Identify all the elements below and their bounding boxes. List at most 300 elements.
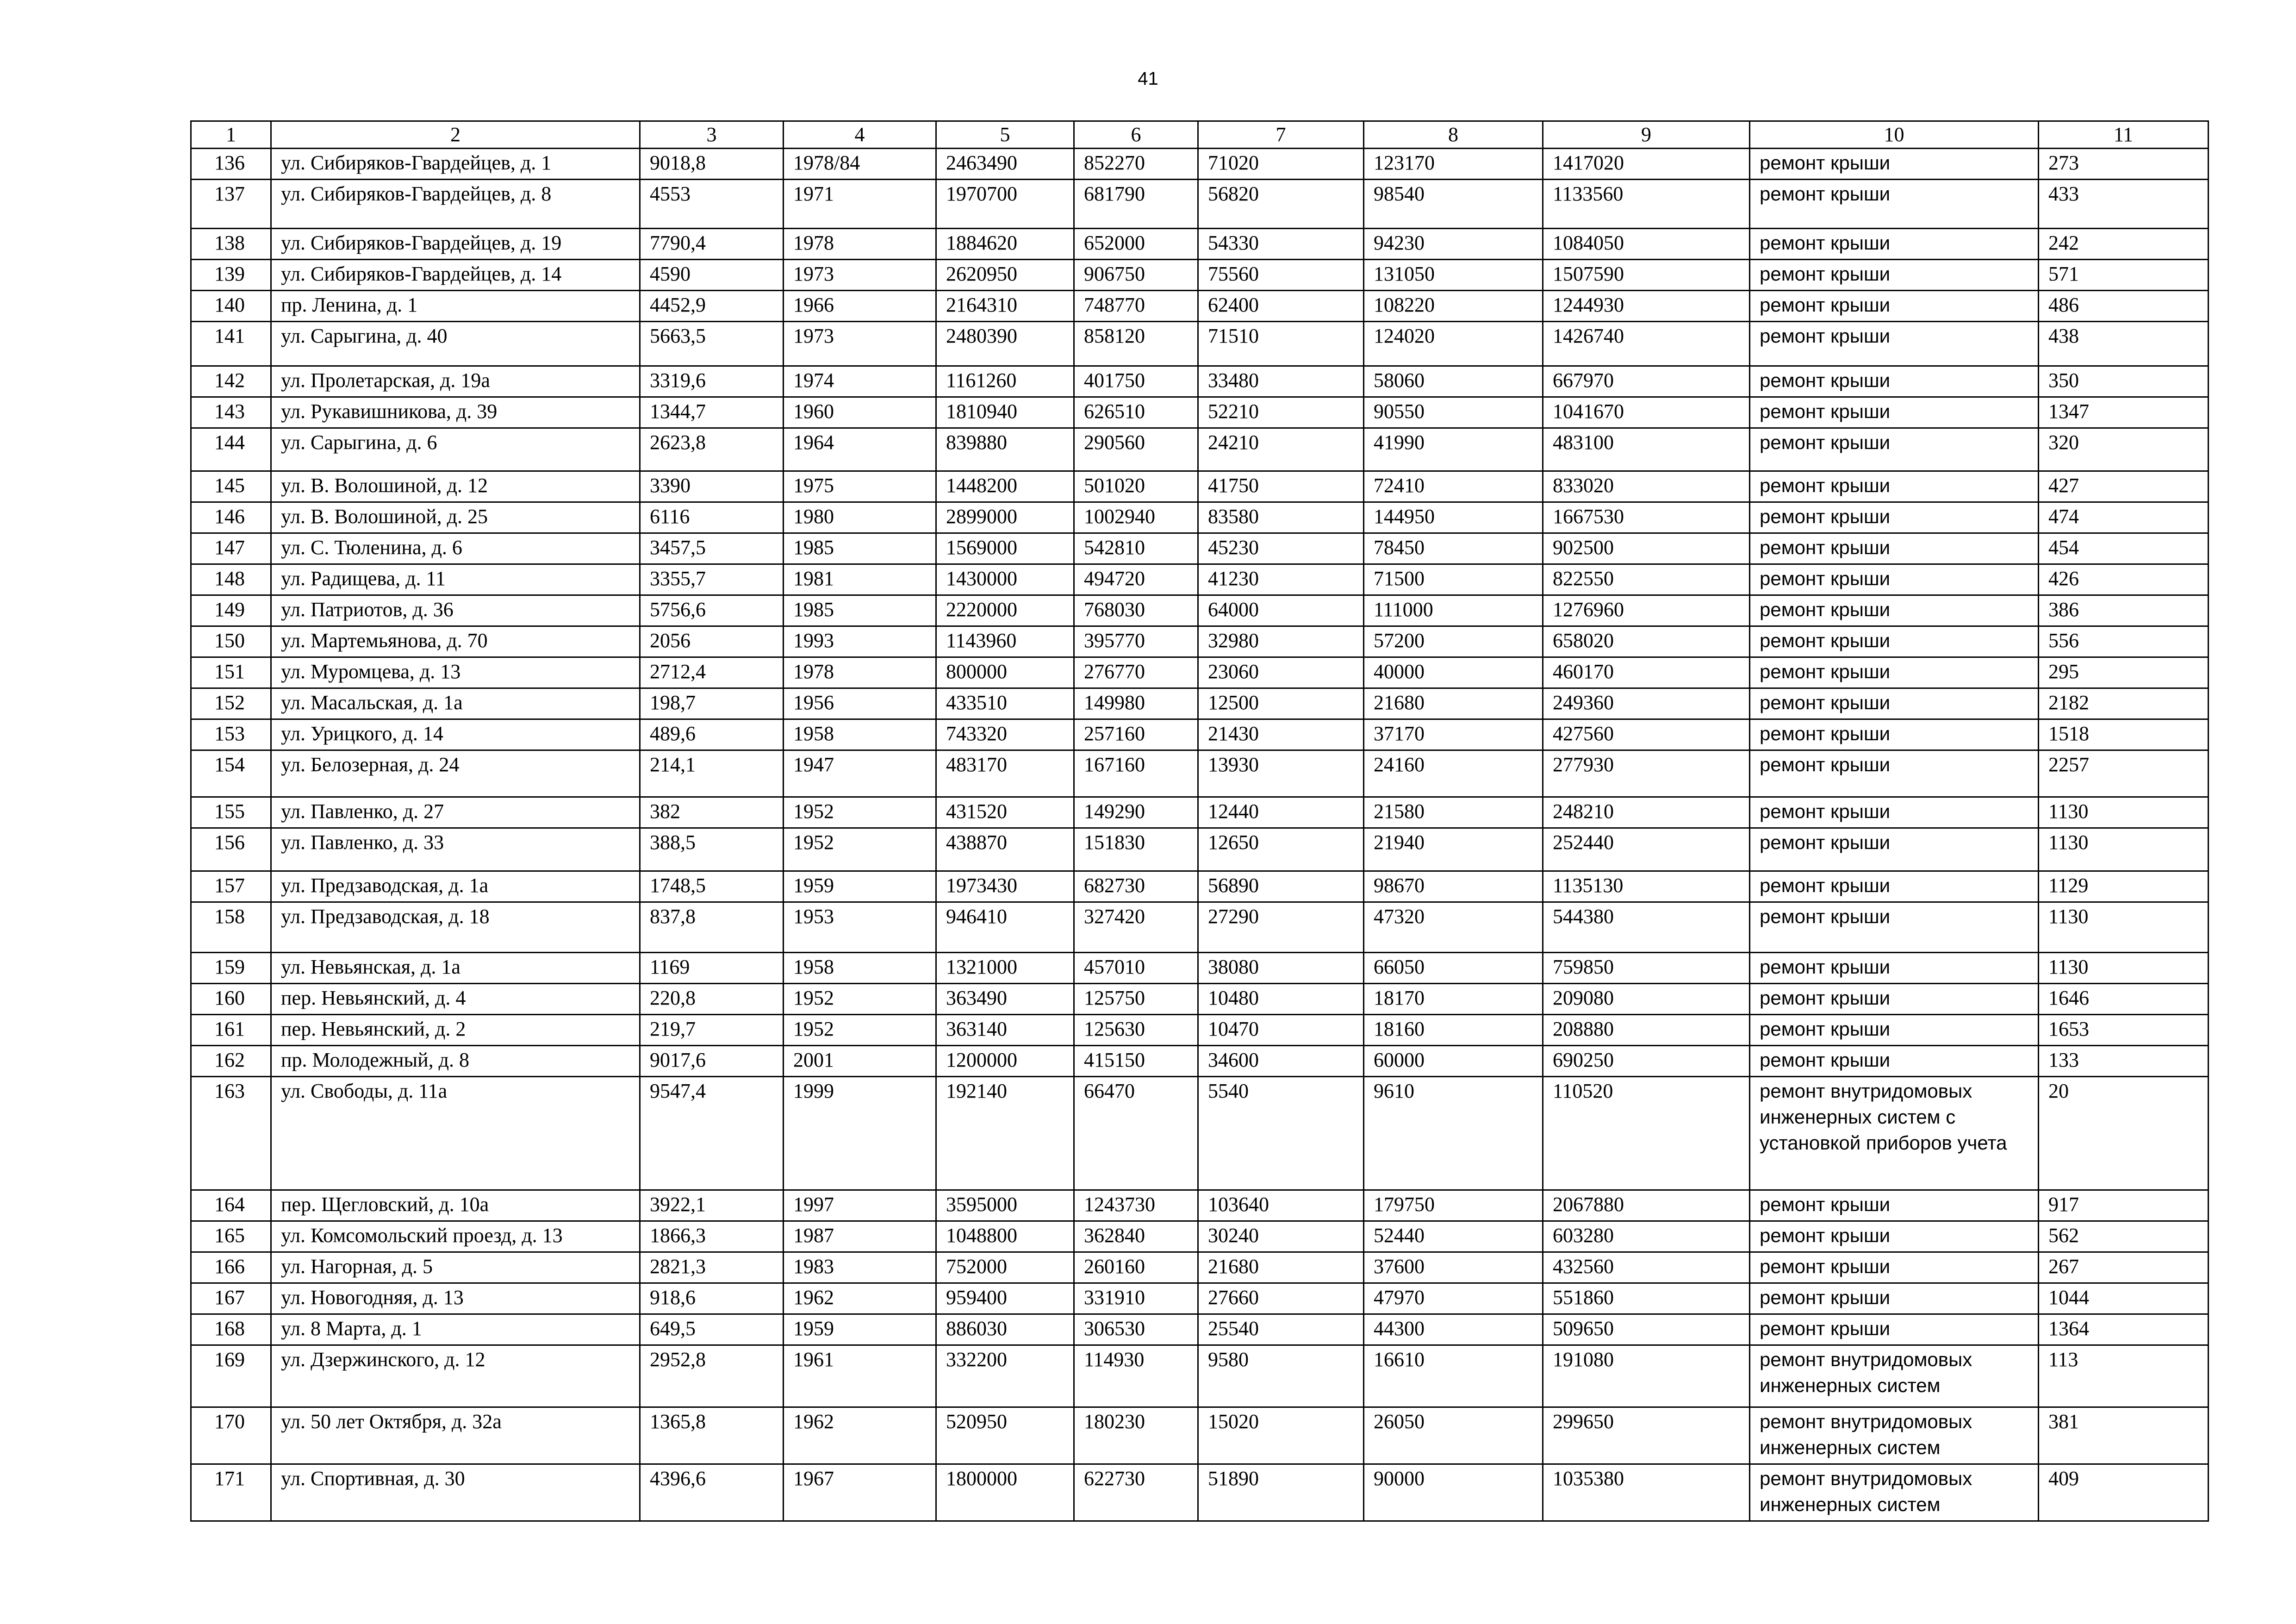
table-row xyxy=(191,750,2209,797)
cell-total-cost: 2480390 xyxy=(936,322,1074,366)
column-header-7: 7 xyxy=(1198,121,1364,149)
cell-total-cost: 438870 xyxy=(936,828,1074,871)
cell-area: 1748,5 xyxy=(640,871,784,902)
cell-row-number: 138 xyxy=(191,229,271,260)
cell-unit-cost: 381 xyxy=(2039,1407,2209,1464)
cell-row-number: 147 xyxy=(191,533,271,564)
cell-cost-share-d: 248210 xyxy=(1543,797,1750,828)
cell-cost-share-d: 432560 xyxy=(1543,1252,1750,1283)
cell-cost-share-b: 41750 xyxy=(1198,471,1364,502)
table-row xyxy=(191,828,2209,871)
cell-total-cost: 363490 xyxy=(936,984,1074,1015)
cell-unit-cost: 242 xyxy=(2039,229,2209,260)
cell-work-type: ремонт крыши xyxy=(1750,1046,2039,1077)
cell-cost-share-a: 306530 xyxy=(1074,1314,1198,1345)
cell-address: ул. Комсомольский проезд, д. 13 xyxy=(271,1221,640,1252)
cell-area: 489,6 xyxy=(640,719,784,750)
cell-cost-share-c: 21580 xyxy=(1364,797,1543,828)
cell-cost-share-d: 252440 xyxy=(1543,828,1750,871)
cell-row-number: 143 xyxy=(191,397,271,428)
cell-row-number: 136 xyxy=(191,149,271,180)
table-row xyxy=(191,1283,2209,1314)
cell-area: 382 xyxy=(640,797,784,828)
cell-work-type: ремонт крыши xyxy=(1750,1283,2039,1314)
cell-cost-share-c: 71500 xyxy=(1364,564,1543,595)
cell-cost-share-c: 47320 xyxy=(1364,902,1543,953)
cell-cost-share-c: 44300 xyxy=(1364,1314,1543,1345)
cell-cost-share-c: 21680 xyxy=(1364,688,1543,719)
cell-total-cost: 2220000 xyxy=(936,595,1074,626)
housing-repair-table xyxy=(190,120,2209,1522)
cell-cost-share-d: 277930 xyxy=(1543,750,1750,797)
cell-work-type: ремонт крыши xyxy=(1750,626,2039,657)
cell-unit-cost: 1518 xyxy=(2039,719,2209,750)
table-row xyxy=(191,984,2209,1015)
cell-cost-share-d: 822550 xyxy=(1543,564,1750,595)
cell-unit-cost: 350 xyxy=(2039,366,2209,397)
cell-cost-share-a: 167160 xyxy=(1074,750,1198,797)
cell-total-cost: 2463490 xyxy=(936,149,1074,180)
cell-year: 1952 xyxy=(784,984,936,1015)
cell-cost-share-d: 249360 xyxy=(1543,688,1750,719)
cell-row-number: 148 xyxy=(191,564,271,595)
cell-unit-cost: 1653 xyxy=(2039,1015,2209,1046)
cell-row-number: 167 xyxy=(191,1283,271,1314)
cell-cost-share-b: 10470 xyxy=(1198,1015,1364,1046)
cell-cost-share-c: 58060 xyxy=(1364,366,1543,397)
cell-cost-share-a: 681790 xyxy=(1074,180,1198,229)
cell-total-cost: 483170 xyxy=(936,750,1074,797)
cell-cost-share-b: 33480 xyxy=(1198,366,1364,397)
table-row xyxy=(191,180,2209,229)
cell-area: 2056 xyxy=(640,626,784,657)
cell-cost-share-d: 1084050 xyxy=(1543,229,1750,260)
cell-row-number: 156 xyxy=(191,828,271,871)
table-row xyxy=(191,797,2209,828)
cell-area: 4396,6 xyxy=(640,1464,784,1521)
cell-address: ул. Сарыгина, д. 6 xyxy=(271,428,640,471)
cell-cost-share-c: 72410 xyxy=(1364,471,1543,502)
cell-cost-share-d: 833020 xyxy=(1543,471,1750,502)
cell-work-type: ремонт крыши xyxy=(1750,322,2039,366)
cell-cost-share-a: 257160 xyxy=(1074,719,1198,750)
cell-row-number: 164 xyxy=(191,1190,271,1221)
cell-unit-cost: 1130 xyxy=(2039,953,2209,984)
cell-area: 4590 xyxy=(640,260,784,291)
cell-cost-share-d: 658020 xyxy=(1543,626,1750,657)
cell-cost-share-c: 21940 xyxy=(1364,828,1543,871)
cell-row-number: 162 xyxy=(191,1046,271,1077)
cell-cost-share-c: 37170 xyxy=(1364,719,1543,750)
cell-row-number: 142 xyxy=(191,366,271,397)
cell-area: 214,1 xyxy=(640,750,784,797)
cell-cost-share-c: 94230 xyxy=(1364,229,1543,260)
cell-cost-share-b: 15020 xyxy=(1198,1407,1364,1464)
cell-cost-share-a: 852270 xyxy=(1074,149,1198,180)
cell-cost-share-b: 41230 xyxy=(1198,564,1364,595)
cell-year: 1981 xyxy=(784,564,936,595)
cell-year: 1978 xyxy=(784,657,936,688)
cell-row-number: 160 xyxy=(191,984,271,1015)
cell-cost-share-a: 542810 xyxy=(1074,533,1198,564)
cell-address: ул. Новогодняя, д. 13 xyxy=(271,1283,640,1314)
cell-row-number: 141 xyxy=(191,322,271,366)
cell-total-cost: 1430000 xyxy=(936,564,1074,595)
cell-cost-share-b: 71510 xyxy=(1198,322,1364,366)
cell-total-cost: 192140 xyxy=(936,1077,1074,1190)
cell-address: пер. Невьянский, д. 2 xyxy=(271,1015,640,1046)
table-row xyxy=(191,871,2209,902)
cell-cost-share-b: 52210 xyxy=(1198,397,1364,428)
cell-work-type: ремонт крыши xyxy=(1750,564,2039,595)
cell-year: 1956 xyxy=(784,688,936,719)
cell-cost-share-c: 90550 xyxy=(1364,397,1543,428)
cell-work-type: ремонт крыши xyxy=(1750,828,2039,871)
cell-year: 2001 xyxy=(784,1046,936,1077)
cell-area: 2712,4 xyxy=(640,657,784,688)
cell-cost-share-a: 622730 xyxy=(1074,1464,1198,1521)
cell-cost-share-c: 24160 xyxy=(1364,750,1543,797)
cell-row-number: 157 xyxy=(191,871,271,902)
column-header-2: 2 xyxy=(271,121,640,149)
cell-cost-share-d: 483100 xyxy=(1543,428,1750,471)
cell-unit-cost: 273 xyxy=(2039,149,2209,180)
cell-cost-share-a: 626510 xyxy=(1074,397,1198,428)
cell-unit-cost: 320 xyxy=(2039,428,2209,471)
cell-area: 9018,8 xyxy=(640,149,784,180)
table-row xyxy=(191,595,2209,626)
table-row xyxy=(191,1077,2209,1190)
cell-unit-cost: 1130 xyxy=(2039,902,2209,953)
cell-cost-share-d: 1133560 xyxy=(1543,180,1750,229)
cell-year: 1962 xyxy=(784,1283,936,1314)
cell-row-number: 165 xyxy=(191,1221,271,1252)
cell-cost-share-d: 191080 xyxy=(1543,1345,1750,1407)
table-row xyxy=(191,291,2209,322)
cell-total-cost: 2164310 xyxy=(936,291,1074,322)
cell-area: 7790,4 xyxy=(640,229,784,260)
cell-cost-share-c: 179750 xyxy=(1364,1190,1543,1221)
cell-cost-share-d: 690250 xyxy=(1543,1046,1750,1077)
header-row xyxy=(191,121,2209,149)
cell-unit-cost: 917 xyxy=(2039,1190,2209,1221)
cell-area: 4553 xyxy=(640,180,784,229)
cell-row-number: 171 xyxy=(191,1464,271,1521)
cell-unit-cost: 2182 xyxy=(2039,688,2209,719)
cell-unit-cost: 427 xyxy=(2039,471,2209,502)
cell-year: 1958 xyxy=(784,953,936,984)
cell-area: 3922,1 xyxy=(640,1190,784,1221)
cell-address: ул. Сибиряков-Гвардейцев, д. 8 xyxy=(271,180,640,229)
cell-row-number: 169 xyxy=(191,1345,271,1407)
cell-cost-share-c: 108220 xyxy=(1364,291,1543,322)
cell-total-cost: 1048800 xyxy=(936,1221,1074,1252)
cell-address: пер. Щегловский, д. 10а xyxy=(271,1190,640,1221)
cell-cost-share-a: 494720 xyxy=(1074,564,1198,595)
cell-total-cost: 520950 xyxy=(936,1407,1074,1464)
table-row xyxy=(191,688,2209,719)
cell-area: 649,5 xyxy=(640,1314,784,1345)
cell-row-number: 145 xyxy=(191,471,271,502)
cell-total-cost: 332200 xyxy=(936,1345,1074,1407)
cell-total-cost: 1200000 xyxy=(936,1046,1074,1077)
cell-year: 1985 xyxy=(784,595,936,626)
table-row xyxy=(191,533,2209,564)
cell-total-cost: 1321000 xyxy=(936,953,1074,984)
table-row xyxy=(191,397,2209,428)
cell-year: 1975 xyxy=(784,471,936,502)
cell-year: 1997 xyxy=(784,1190,936,1221)
cell-work-type: ремонт крыши xyxy=(1750,719,2039,750)
cell-address: ул. Свободы, д. 11а xyxy=(271,1077,640,1190)
cell-total-cost: 959400 xyxy=(936,1283,1074,1314)
cell-cost-share-c: 26050 xyxy=(1364,1407,1543,1464)
table-row xyxy=(191,229,2209,260)
cell-work-type: ремонт крыши xyxy=(1750,471,2039,502)
cell-year: 1978 xyxy=(784,229,936,260)
cell-work-type: ремонт крыши xyxy=(1750,953,2039,984)
cell-cost-share-b: 21680 xyxy=(1198,1252,1364,1283)
cell-cost-share-b: 38080 xyxy=(1198,953,1364,984)
cell-row-number: 149 xyxy=(191,595,271,626)
cell-cost-share-c: 78450 xyxy=(1364,533,1543,564)
cell-address: пр. Ленина, д. 1 xyxy=(271,291,640,322)
table-header xyxy=(191,121,2209,149)
page-number: 41 xyxy=(1138,69,1158,89)
cell-area: 1169 xyxy=(640,953,784,984)
cell-cost-share-c: 47970 xyxy=(1364,1283,1543,1314)
cell-cost-share-b: 32980 xyxy=(1198,626,1364,657)
table-row xyxy=(191,1221,2209,1252)
cell-year: 1983 xyxy=(784,1252,936,1283)
cell-unit-cost: 386 xyxy=(2039,595,2209,626)
cell-year: 1952 xyxy=(784,797,936,828)
table-row xyxy=(191,428,2209,471)
cell-area: 2821,3 xyxy=(640,1252,784,1283)
cell-year: 1952 xyxy=(784,1015,936,1046)
cell-row-number: 161 xyxy=(191,1015,271,1046)
cell-cost-share-b: 71020 xyxy=(1198,149,1364,180)
cell-row-number: 150 xyxy=(191,626,271,657)
cell-work-type: ремонт внутридомовых инженерных систем xyxy=(1750,1407,2039,1464)
cell-cost-share-a: 415150 xyxy=(1074,1046,1198,1077)
cell-cost-share-a: 501020 xyxy=(1074,471,1198,502)
table-row xyxy=(191,719,2209,750)
cell-cost-share-c: 66050 xyxy=(1364,953,1543,984)
cell-unit-cost: 433 xyxy=(2039,180,2209,229)
cell-cost-share-c: 18170 xyxy=(1364,984,1543,1015)
cell-cost-share-d: 759850 xyxy=(1543,953,1750,984)
cell-year: 1959 xyxy=(784,1314,936,1345)
table-row xyxy=(191,564,2209,595)
cell-cost-share-b: 12440 xyxy=(1198,797,1364,828)
cell-work-type: ремонт крыши xyxy=(1750,595,2039,626)
table-row xyxy=(191,502,2209,533)
cell-cost-share-d: 1426740 xyxy=(1543,322,1750,366)
cell-total-cost: 1448200 xyxy=(936,471,1074,502)
cell-cost-share-a: 1002940 xyxy=(1074,502,1198,533)
column-header-9: 9 xyxy=(1543,121,1750,149)
cell-area: 198,7 xyxy=(640,688,784,719)
cell-work-type: ремонт крыши xyxy=(1750,1221,2039,1252)
cell-total-cost: 1973430 xyxy=(936,871,1074,902)
cell-address: ул. Сибиряков-Гвардейцев, д. 1 xyxy=(271,149,640,180)
cell-cost-share-d: 1667530 xyxy=(1543,502,1750,533)
cell-cost-share-b: 64000 xyxy=(1198,595,1364,626)
cell-area: 9017,6 xyxy=(640,1046,784,1077)
cell-cost-share-b: 5540 xyxy=(1198,1077,1364,1190)
cell-cost-share-b: 9580 xyxy=(1198,1345,1364,1407)
cell-address: ул. 8 Марта, д. 1 xyxy=(271,1314,640,1345)
cell-cost-share-a: 290560 xyxy=(1074,428,1198,471)
cell-unit-cost: 113 xyxy=(2039,1345,2209,1407)
cell-row-number: 166 xyxy=(191,1252,271,1283)
cell-cost-share-d: 209080 xyxy=(1543,984,1750,1015)
cell-year: 1960 xyxy=(784,397,936,428)
cell-cost-share-a: 66470 xyxy=(1074,1077,1198,1190)
cell-cost-share-c: 124020 xyxy=(1364,322,1543,366)
cell-work-type: ремонт крыши xyxy=(1750,260,2039,291)
cell-unit-cost: 1130 xyxy=(2039,797,2209,828)
column-header-5: 5 xyxy=(936,121,1074,149)
cell-address: ул. Патриотов, д. 36 xyxy=(271,595,640,626)
cell-work-type: ремонт крыши xyxy=(1750,229,2039,260)
cell-cost-share-a: 331910 xyxy=(1074,1283,1198,1314)
cell-cost-share-d: 2067880 xyxy=(1543,1190,1750,1221)
cell-address: ул. Муромцева, д. 13 xyxy=(271,657,640,688)
cell-year: 1999 xyxy=(784,1077,936,1190)
cell-year: 1959 xyxy=(784,871,936,902)
cell-address: ул. Сибиряков-Гвардейцев, д. 14 xyxy=(271,260,640,291)
cell-cost-share-c: 52440 xyxy=(1364,1221,1543,1252)
cell-row-number: 151 xyxy=(191,657,271,688)
cell-cost-share-b: 54330 xyxy=(1198,229,1364,260)
cell-cost-share-d: 110520 xyxy=(1543,1077,1750,1190)
cell-year: 1966 xyxy=(784,291,936,322)
cell-cost-share-d: 1507590 xyxy=(1543,260,1750,291)
cell-cost-share-b: 34600 xyxy=(1198,1046,1364,1077)
cell-cost-share-c: 123170 xyxy=(1364,149,1543,180)
table-row xyxy=(191,471,2209,502)
table-row xyxy=(191,149,2209,180)
cell-unit-cost: 409 xyxy=(2039,1464,2209,1521)
cell-total-cost: 1161260 xyxy=(936,366,1074,397)
cell-cost-share-c: 18160 xyxy=(1364,1015,1543,1046)
table-row xyxy=(191,626,2209,657)
cell-address: ул. 50 лет Октября, д. 32а xyxy=(271,1407,640,1464)
cell-cost-share-a: 125750 xyxy=(1074,984,1198,1015)
cell-cost-share-a: 395770 xyxy=(1074,626,1198,657)
cell-work-type: ремонт крыши xyxy=(1750,180,2039,229)
table-body xyxy=(191,149,2209,1521)
cell-unit-cost: 1646 xyxy=(2039,984,2209,1015)
cell-cost-share-a: 362840 xyxy=(1074,1221,1198,1252)
cell-cost-share-a: 327420 xyxy=(1074,902,1198,953)
cell-cost-share-d: 902500 xyxy=(1543,533,1750,564)
cell-work-type: ремонт крыши xyxy=(1750,1190,2039,1221)
cell-work-type: ремонт крыши xyxy=(1750,688,2039,719)
cell-total-cost: 431520 xyxy=(936,797,1074,828)
cell-unit-cost: 1347 xyxy=(2039,397,2209,428)
cell-work-type: ремонт крыши xyxy=(1750,871,2039,902)
cell-unit-cost: 1364 xyxy=(2039,1314,2209,1345)
cell-work-type: ремонт крыши xyxy=(1750,291,2039,322)
cell-cost-share-b: 30240 xyxy=(1198,1221,1364,1252)
table-row xyxy=(191,1190,2209,1221)
cell-cost-share-d: 509650 xyxy=(1543,1314,1750,1345)
cell-address: ул. Урицкого, д. 14 xyxy=(271,719,640,750)
cell-address: ул. Нагорная, д. 5 xyxy=(271,1252,640,1283)
cell-address: ул. Пролетарская, д. 19а xyxy=(271,366,640,397)
cell-year: 1958 xyxy=(784,719,936,750)
cell-total-cost: 2620950 xyxy=(936,260,1074,291)
cell-cost-share-a: 1243730 xyxy=(1074,1190,1198,1221)
cell-row-number: 168 xyxy=(191,1314,271,1345)
cell-unit-cost: 2257 xyxy=(2039,750,2209,797)
cell-cost-share-c: 16610 xyxy=(1364,1345,1543,1407)
cell-work-type: ремонт крыши xyxy=(1750,902,2039,953)
cell-cost-share-b: 13930 xyxy=(1198,750,1364,797)
cell-cost-share-d: 544380 xyxy=(1543,902,1750,953)
cell-cost-share-b: 12650 xyxy=(1198,828,1364,871)
cell-unit-cost: 438 xyxy=(2039,322,2209,366)
cell-work-type: ремонт крыши xyxy=(1750,1252,2039,1283)
cell-address: ул. Масальская, д. 1а xyxy=(271,688,640,719)
cell-cost-share-c: 90000 xyxy=(1364,1464,1543,1521)
cell-cost-share-c: 9610 xyxy=(1364,1077,1543,1190)
cell-cost-share-a: 180230 xyxy=(1074,1407,1198,1464)
cell-cost-share-a: 748770 xyxy=(1074,291,1198,322)
cell-cost-share-d: 603280 xyxy=(1543,1221,1750,1252)
cell-cost-share-b: 62400 xyxy=(1198,291,1364,322)
cell-unit-cost: 20 xyxy=(2039,1077,2209,1190)
cell-cost-share-a: 652000 xyxy=(1074,229,1198,260)
cell-unit-cost: 133 xyxy=(2039,1046,2209,1077)
cell-work-type: ремонт крыши xyxy=(1750,797,2039,828)
cell-cost-share-b: 56890 xyxy=(1198,871,1364,902)
cell-cost-share-d: 1276960 xyxy=(1543,595,1750,626)
cell-total-cost: 743320 xyxy=(936,719,1074,750)
cell-total-cost: 800000 xyxy=(936,657,1074,688)
cell-row-number: 163 xyxy=(191,1077,271,1190)
cell-year: 1961 xyxy=(784,1345,936,1407)
cell-area: 3319,6 xyxy=(640,366,784,397)
table-row xyxy=(191,902,2209,953)
cell-row-number: 154 xyxy=(191,750,271,797)
cell-cost-share-a: 768030 xyxy=(1074,595,1198,626)
cell-work-type: ремонт крыши xyxy=(1750,533,2039,564)
table-row xyxy=(191,366,2209,397)
table-row xyxy=(191,953,2209,984)
cell-address: ул. В. Волошиной, д. 25 xyxy=(271,502,640,533)
cell-year: 1978/84 xyxy=(784,149,936,180)
cell-row-number: 139 xyxy=(191,260,271,291)
cell-total-cost: 363140 xyxy=(936,1015,1074,1046)
cell-work-type: ремонт крыши xyxy=(1750,366,2039,397)
column-header-4: 4 xyxy=(784,121,936,149)
cell-address: ул. Спортивная, д. 30 xyxy=(271,1464,640,1521)
cell-cost-share-a: 906750 xyxy=(1074,260,1198,291)
cell-work-type: ремонт крыши xyxy=(1750,149,2039,180)
cell-address: ул. Павленко, д. 33 xyxy=(271,828,640,871)
cell-area: 4452,9 xyxy=(640,291,784,322)
cell-area: 837,8 xyxy=(640,902,784,953)
cell-area: 3457,5 xyxy=(640,533,784,564)
cell-address: ул. Мартемьянова, д. 70 xyxy=(271,626,640,657)
cell-area: 5756,6 xyxy=(640,595,784,626)
table-row xyxy=(191,1314,2209,1345)
cell-work-type: ремонт крыши xyxy=(1750,428,2039,471)
